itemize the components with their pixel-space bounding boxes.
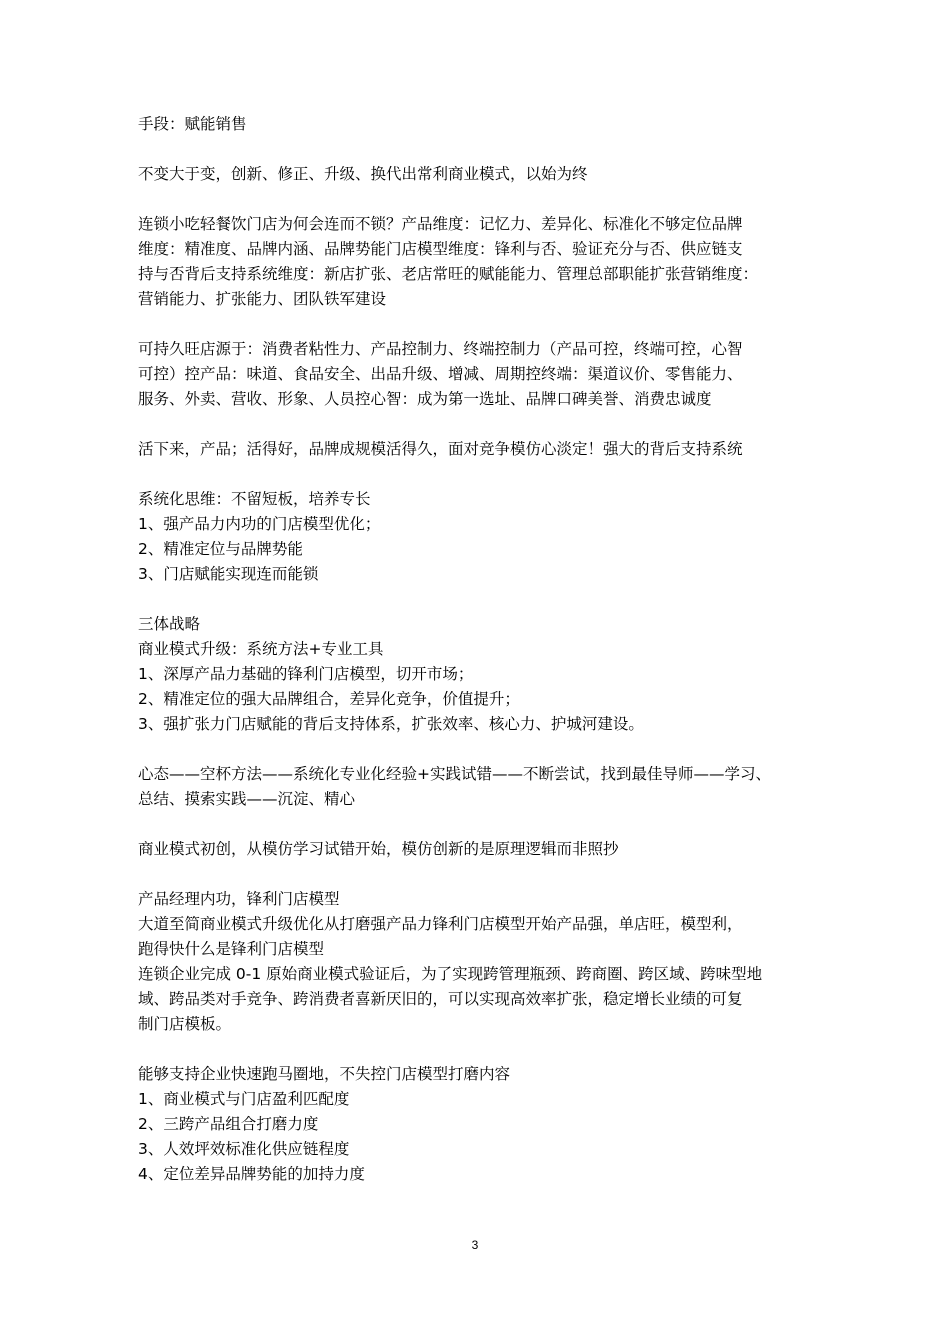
paragraph [138,212,818,312]
paragraph [138,612,818,737]
text-line: 域、跨品类对手竞争、跨消费者喜新厌旧的，可以实现高效率扩张，稳定增长业绩的可复 [138,990,743,1008]
text-line: 3、门店赋能实现连而能锁 [138,565,319,583]
text-line: 制门店模板。 [138,1015,232,1033]
text-line: 持与否背后支持系统维度：新店扩张、老店常旺的赋能能力、管理总部职能扩张营销维度： [138,265,759,283]
text-line: 总结、摸索实践——沉淀、精心 [138,790,356,808]
text-line: 连锁小吃轻餐饮门店为何会连而不锁？产品维度：记忆力、差异化、标准化不够定位品牌 [138,215,743,233]
text-line: 不变大于变，创新、修正、升级、换代出常利商业模式，以始为终 [138,165,588,183]
text-line: 4、定位差异品牌势能的加持力度 [138,1165,365,1183]
text-line: 系统化思维：不留短板，培养专长 [138,490,371,508]
text-line: 跑得快什么是锋利门店模型 [138,940,325,958]
text-line: 连锁企业完成 0-1 原始商业模式验证后，为了实现跨管理瓶颈、跨商圈、跨区域、跨味型地 [138,965,763,983]
paragraph [138,487,818,587]
text-line: 2、精准定位与品牌势能 [138,540,303,558]
paragraph [138,437,818,462]
text-line: 1、深厚产品力基础的锋利门店模型，切开市场； [138,665,474,683]
text-line: 商业模式升级：系统方法+专业工具 [138,640,384,658]
paragraph [138,1062,818,1187]
text-line: 维度：精准度、品牌内涵、品牌势能门店模型维度：锋利与否、验证充分与否、供应链支 [138,240,743,258]
paragraph [138,337,818,412]
text-line: 可持久旺店源于：消费者粘性力、产品控制力、终端控制力（产品可控，终端可控，心智 [138,340,743,358]
text-line: 大道至简商业模式升级优化从打磨强产品力锋利门店模型开始产品强，单店旺，模型利， [138,915,743,933]
paragraph [138,837,818,862]
document-body [138,112,818,1212]
text-line: 1、商业模式与门店盈利匹配度 [138,1090,350,1108]
paragraph [138,887,818,1037]
text-line: 3、人效坪效标准化供应链程度 [138,1140,350,1158]
text-line: 活下来，产品；活得好，品牌成规模活得久，面对竞争模仿心淡定！强大的背后支持系统 [138,440,743,458]
page-number: 3 [471,1238,479,1252]
text-line: 三体战略 [138,615,201,633]
text-line: 3、强扩张力门店赋能的背后支持体系，扩张效率、核心力、护城河建设。 [138,715,644,733]
text-line: 能够支持企业快速跑马圈地，不失控门店模型打磨内容 [138,1065,511,1083]
paragraph [138,762,818,812]
text-line: 2、精准定位的强大品牌组合，差异化竞争，价值提升； [138,690,520,708]
paragraph [138,162,818,187]
text-line: 1、强产品力内功的门店模型优化； [138,515,381,533]
text-line: 2、三跨产品组合打磨力度 [138,1115,319,1133]
text-line: 心态——空杯方法——系统化专业化经验+实践试错——不断尝试，找到最佳导师——学习、 [138,765,771,783]
text-line: 营销能力、扩张能力、团队铁军建设 [138,290,387,308]
text-line: 服务、外卖、营收、形象、人员控心智：成为第一选址、品牌口碑美誉、消费忠诚度 [138,390,712,408]
text-line: 产品经理内功，锋利门店模型 [138,890,340,908]
paragraph [138,112,818,137]
text-line: 商业模式初创，从模仿学习试错开始，模仿创新的是原理逻辑而非照抄 [138,840,619,858]
text-line: 手段：赋能销售 [138,115,247,133]
text-line: 可控）控产品：味道、食品安全、出品升级、增减、周期控终端：渠道议价、零售能力、 [138,365,743,383]
